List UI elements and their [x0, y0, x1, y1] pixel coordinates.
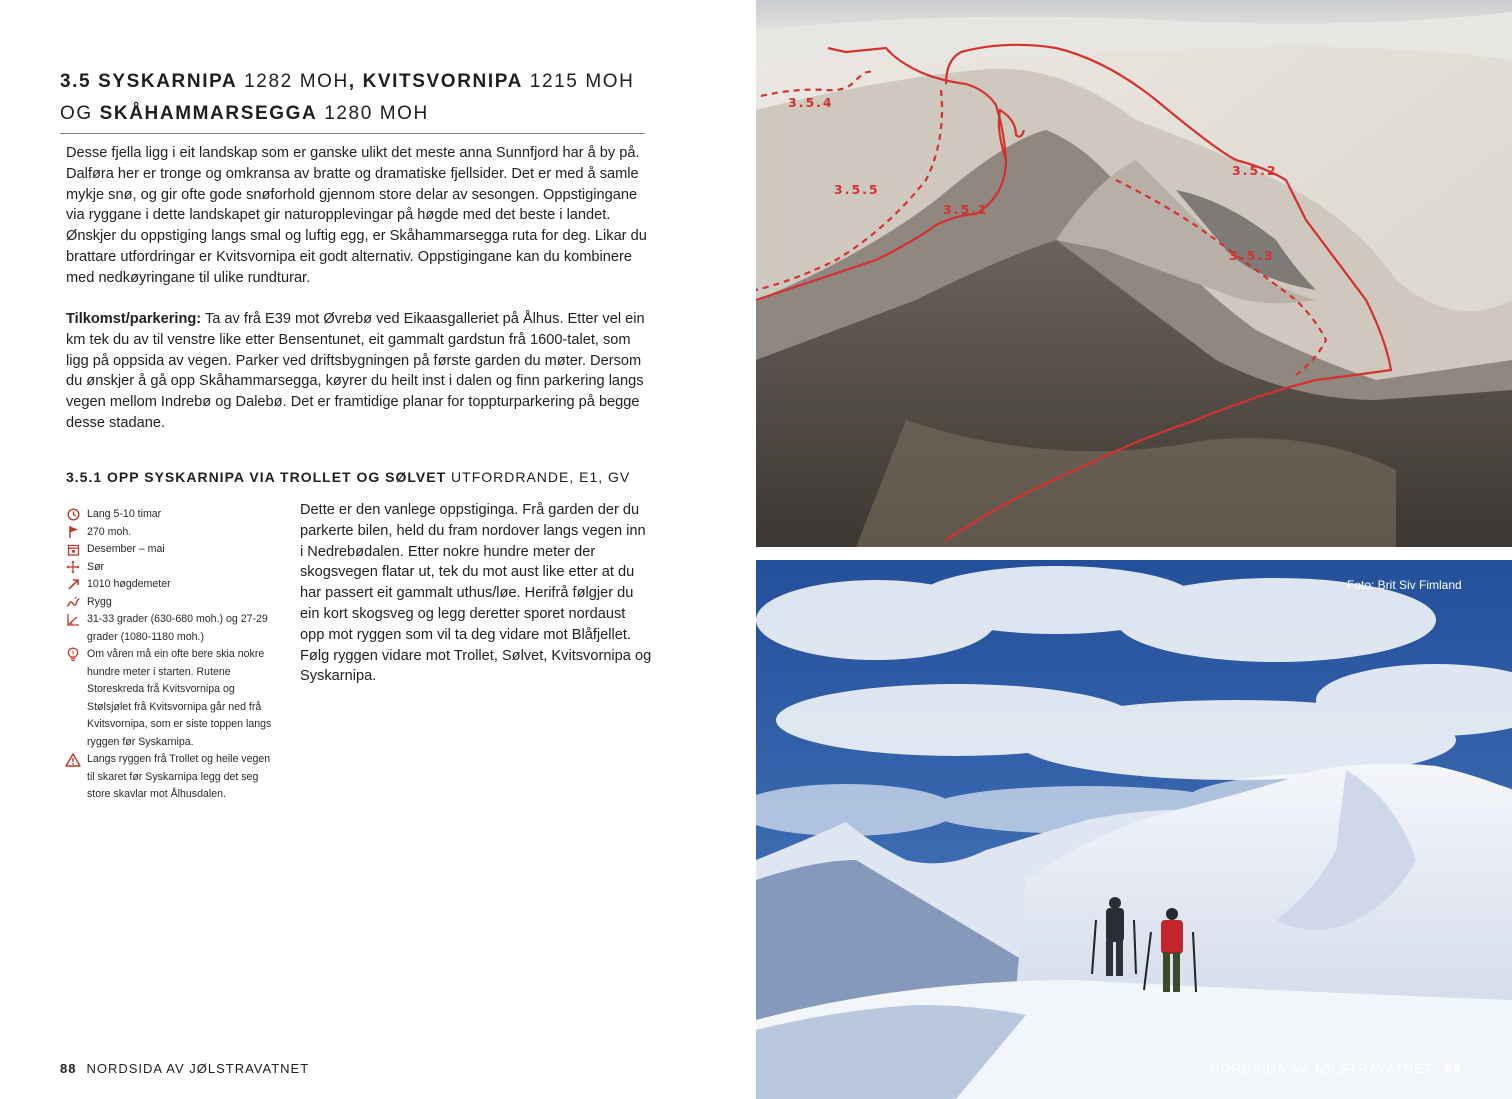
- heading-line-1: [60, 66, 650, 98]
- route-fact: [64, 541, 279, 559]
- flag-icon: [64, 524, 82, 541]
- route-fact-text: Sør: [87, 560, 105, 573]
- terrain-icon: [64, 594, 82, 611]
- section-heading: [60, 66, 650, 130]
- heading-line-2-segment: SKÅHAMMARSEGGA: [99, 103, 318, 124]
- route-description: Dette er den vanlege oppstiginga. Frå garden der du parkerte bilen, held du fram nordover langs vegen inn i Nedrebødalen. Etter nokre hundre meter der skogsvegen flatar ut, tek du mot aust like etter at du har passert eit gammalt uthus/løe. Herifrå følgjer du ein kort skogsveg og legg deretter sporet nordaust opp mot ryggen som vil ta deg vidare mot Blåfjellet. Følg ryggen vidare mot Trollet, Sølvet, Kvitsvornipa og Syskarnipa.: [300, 502, 652, 685]
- running-title-left: NORDSIDA AV JØLSTRAVATNET: [86, 1061, 310, 1076]
- route-fact: [64, 611, 279, 646]
- route-fact-text: Desember – mai: [87, 543, 165, 555]
- photo-credit: Foto: Brit Siv Fimland: [1347, 578, 1462, 592]
- footer-left: [60, 1061, 309, 1076]
- route-fact: [64, 506, 279, 524]
- right-page: [756, 0, 1512, 1099]
- warning-icon: [64, 751, 82, 768]
- route-label-3-5-5: 3.5.5: [834, 182, 880, 197]
- access-paragraph: [66, 309, 648, 434]
- page-number-left: 88: [60, 1061, 77, 1076]
- footer-right: [1210, 1061, 1461, 1076]
- slope-angle-icon: [64, 611, 82, 628]
- route-heading-grade: UTFORDRANDE, E1, GV: [446, 469, 631, 485]
- route-fact: [64, 576, 279, 594]
- page-number-right: 89: [1444, 1061, 1462, 1076]
- skiers-photo: [756, 560, 1512, 1099]
- ascent-arrow-icon: [64, 576, 82, 593]
- skiers-photo-illustration: [756, 560, 1512, 1099]
- aerial-route-photo: [756, 0, 1512, 547]
- route-fact-text: Om våren må ein ofte bere skia nokre hundre meter i starten. Rutene Storeskreda frå Kvitsvornipa og Stølsjølet frå Kvitsvornipa går ned frå Kvitsvornipa, som er siste toppen langs ryggen før Syskarnipa.: [87, 648, 272, 748]
- heading-line-1-segment: 3.5 SYSKARNIPA: [60, 71, 238, 92]
- heading-line-1-segment: , KVITSVORNIPA: [348, 71, 523, 92]
- route-fact: [64, 559, 279, 577]
- heading-line-1-segment: 1215 MOH: [522, 71, 635, 92]
- route-fact: [64, 594, 279, 612]
- heading-line-1-segment: 1282 MOH: [237, 71, 349, 92]
- intro-paragraph: Desse fjella ligg i eit landskap som er ganske ulikt det meste anna Sunnfjord har å by på. Dalføra her er tronge og omkransa av bratte og dramatiske fjellsider. Det er med å samle mykje snø, og gir ofte gode snøforhold gjennom store delar av sesongen. Oppstigingane via ryggane i dette landskapet gir naturopplevingar på høgde med det beste i landet. Ønskjer du oppstiging langs smal og luftig egg, er Skåhammarsegga ruta for deg. Likar du brattare utfordringar er Kvitsvornipa eit godt alternativ. Oppstigingane kan du kombinere med nedkøyringane til ulike rundturar.: [66, 145, 647, 286]
- compass-arrows-icon: [64, 559, 82, 576]
- clock-icon: [64, 506, 82, 523]
- route-fact-text: 31-33 grader (630-680 moh.) og 27-29 grader (1080-1180 moh.): [87, 613, 268, 643]
- route-label-3-5-4: 3.5.4: [788, 95, 834, 110]
- route-label-3-5-1: 3.5.1: [943, 202, 989, 217]
- route-facts: [64, 506, 279, 804]
- heading-line-2-segment: OG: [60, 103, 100, 124]
- route-label-3-5-3: 3.5.3: [1229, 248, 1275, 263]
- access-label: Tilkomst/parkering:: [66, 311, 202, 327]
- aerial-photo-illustration: [756, 0, 1512, 547]
- lightbulb-icon: [64, 646, 82, 663]
- route-fact-text: Lang 5-10 timar: [87, 508, 162, 520]
- route-fact: [64, 646, 279, 751]
- route-fact-text: Langs ryggen frå Trollet og heile vegen til skaret før Syskarnipa legg det seg store skavlar mot Ålhusdalen.: [87, 753, 271, 800]
- route-fact: [64, 751, 279, 804]
- route-fact-text: 270 moh.: [87, 525, 132, 538]
- route-label-3-5-2: 3.5.2: [1232, 163, 1278, 178]
- calendar-icon: [64, 541, 82, 558]
- heading-line-2-segment: 1280 MOH: [317, 103, 429, 124]
- access-text: Ta av frå E39 mot Øvrebø ved Eikaasgalleriet på Ålhus. Etter vel ein km tek du av til venstre like etter Bensentunet, eit gammalt gardstun frå 1600-talet, som ligg på oppsida av vegen. Parker ved driftsbygningen på første garden du møter. Dersom du ønskjer å gå opp Skåhammarsegga, køyrer du heilt inst i dalen og finn parkering langs vegen mellom Indrebø og Dalebø. Det er framtidige planar for toppturparkering på begge desse stadane.: [66, 311, 645, 431]
- heading-line-2: [60, 98, 650, 130]
- route-heading-title: 3.5.1 OPP SYSKARNIPA VIA TROLLET OG SØLVET: [66, 469, 447, 485]
- heading-divider: [60, 133, 645, 134]
- route-fact-text: 1010 høgdemeter: [87, 578, 171, 590]
- route-fact-text: Rygg: [87, 595, 112, 608]
- route-fact: [64, 524, 279, 542]
- route-heading: [66, 469, 666, 485]
- running-title-right: NORDSIDA AV JØLSTRAVATNET: [1210, 1061, 1433, 1076]
